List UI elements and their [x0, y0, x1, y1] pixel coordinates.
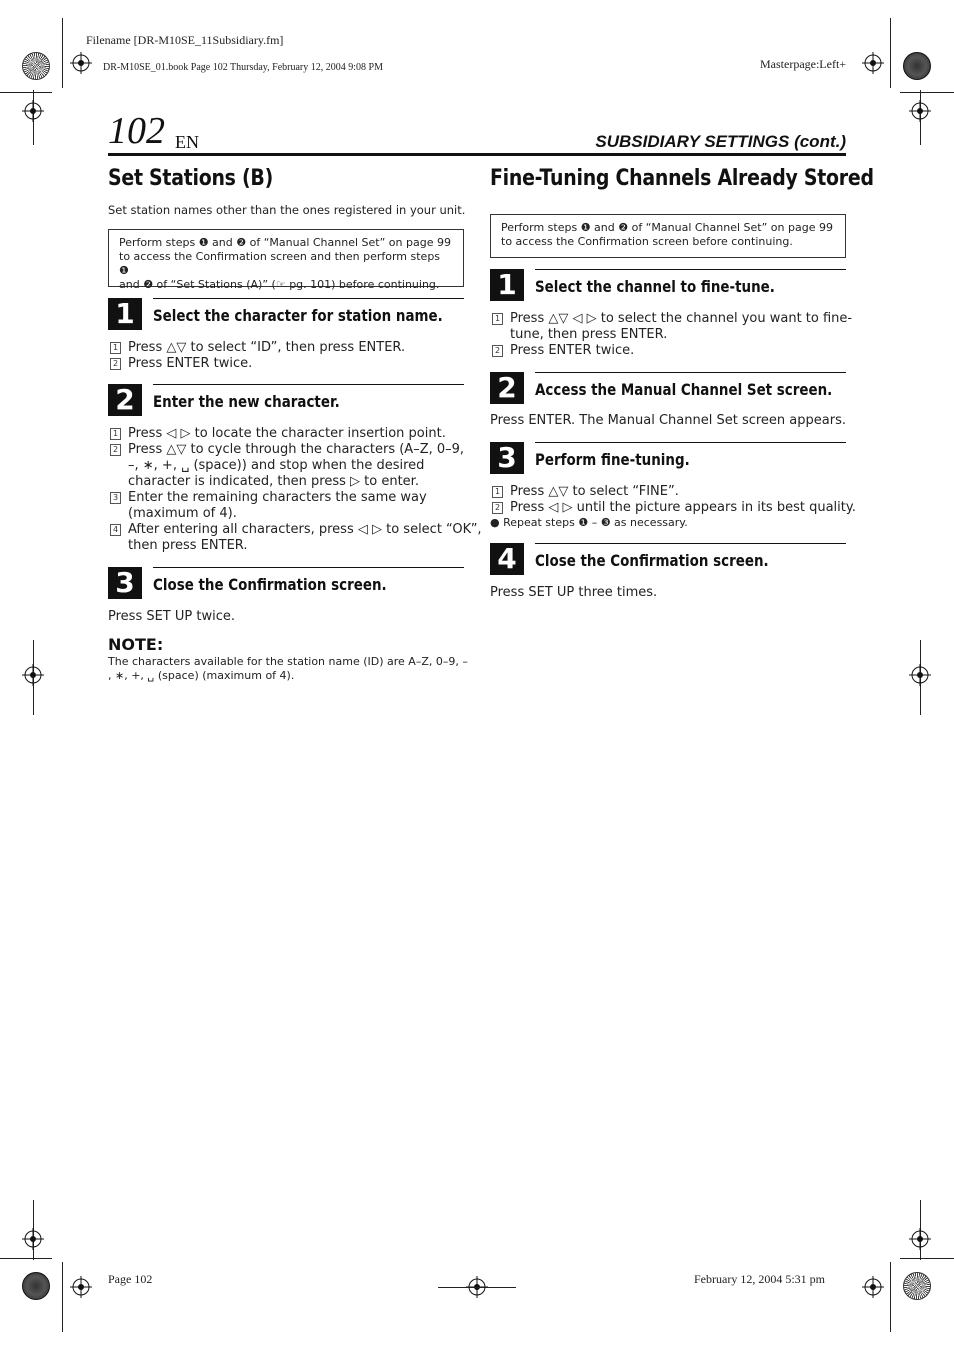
- filename-annotation: Filename [DR-M10SE_11Subsidiary.fm]: [86, 33, 284, 47]
- color-bar-rosette-icon: [903, 1272, 931, 1300]
- item-text: tune, then press ENTER.: [510, 327, 668, 342]
- color-bar-rosette-icon: [22, 52, 50, 80]
- trim-mark: [62, 18, 63, 88]
- step-rule: [535, 543, 846, 544]
- item-text: Press ◁ ▷ to locate the character insertion point.: [128, 426, 446, 441]
- step-number: 1: [490, 269, 524, 301]
- item-text: Press △▽ to select “ID”, then press ENTER.: [128, 340, 406, 355]
- book-annotation: DR-M10SE_01.book Page 102 Thursday, February 12, 2004 9:08 PM: [103, 62, 383, 73]
- step-rule: [535, 269, 846, 270]
- item-text: –, ∗, +, ␣ (space)) and stop when the desired: [128, 458, 425, 473]
- note-text: The characters available for the station name (ID) are A–Z, 0–9, –: [108, 655, 468, 668]
- step-rule: [153, 567, 464, 568]
- item-text: Press △▽ to select “FINE”.: [510, 484, 679, 499]
- step-number: 4: [490, 543, 524, 575]
- step-rule: [535, 372, 846, 373]
- item-text: Press ENTER twice.: [510, 343, 635, 358]
- note-title: NOTE:: [108, 635, 164, 654]
- step-title: Select the channel to fine-tune.: [535, 277, 775, 296]
- color-bar-rosette-icon: [903, 52, 931, 80]
- registration-mark-icon: [862, 52, 884, 74]
- box-line: and ❷ of “Set Stations (A)” (☞ pg. 101) before continuing.: [119, 278, 440, 291]
- registration-mark-icon: [22, 100, 44, 122]
- trim-mark: [62, 1262, 63, 1332]
- item-number: 2: [492, 502, 503, 514]
- right-heading: Fine-Tuning Channels Already Stored: [490, 166, 874, 191]
- step-title: Perform fine-tuning.: [535, 450, 690, 469]
- registration-mark-icon: [22, 664, 44, 686]
- item-number: 4: [110, 524, 121, 536]
- item-number: 2: [110, 444, 121, 456]
- item-number: 1: [110, 342, 121, 354]
- step-rule: [153, 384, 464, 385]
- step-number: 2: [108, 384, 142, 416]
- left-heading: Set Stations (B): [108, 166, 273, 191]
- registration-mark-icon: [909, 100, 931, 122]
- section-title: SUBSIDIARY SETTINGS (cont.): [595, 132, 846, 151]
- trim-mark: [0, 92, 52, 93]
- item-text: After entering all characters, press ◁ ▷ to select “OK”,: [128, 522, 482, 537]
- item-text: Press △▽ ◁ ▷ to select the channel you want to fine-: [510, 311, 853, 326]
- item-number: 3: [110, 492, 121, 504]
- box-line: Perform steps ❶ and ❷ of “Manual Channel Set” on page 99: [119, 236, 451, 249]
- step-number: 2: [490, 372, 524, 404]
- step-number: 1: [108, 298, 142, 330]
- item-number: 1: [110, 428, 121, 440]
- step-rule: [153, 298, 464, 299]
- item-number: 2: [492, 345, 503, 357]
- step-body: Press SET UP three times.: [490, 585, 658, 600]
- registration-mark-icon: [909, 664, 931, 686]
- step-title: Close the Confirmation screen.: [153, 575, 387, 594]
- item-text: (maximum of 4).: [128, 506, 237, 521]
- step-number: 3: [490, 442, 524, 474]
- masterpage-annotation: Masterpage:Left+: [760, 57, 847, 71]
- step-body: Press ENTER. The Manual Channel Set screen appears.: [490, 413, 846, 428]
- page-number: 102: [108, 110, 165, 152]
- header-rule: [108, 153, 846, 156]
- registration-mark-icon: [22, 1228, 44, 1250]
- trim-mark: [900, 1258, 954, 1259]
- item-text: Press △▽ to cycle through the characters (A–Z, 0–9,: [128, 442, 465, 457]
- registration-mark-icon: [70, 1276, 92, 1298]
- item-text: then press ENTER.: [128, 538, 248, 553]
- box-line: to access the Confirmation screen before continuing.: [501, 235, 793, 248]
- step-title: Select the character for station name.: [153, 306, 443, 325]
- right-prerequisite-box: [490, 214, 846, 258]
- step-body: Press SET UP twice.: [108, 609, 235, 624]
- item-number: 2: [110, 358, 121, 370]
- item-text: Press ENTER twice.: [128, 356, 253, 371]
- trim-mark: [900, 92, 954, 93]
- note-text: , ∗, +, ␣ (space) (maximum of 4).: [108, 669, 295, 682]
- item-text: Enter the remaining characters the same way: [128, 490, 427, 505]
- box-line: to access the Confirmation screen and then perform steps ❶: [119, 250, 441, 277]
- step-title: Enter the new character.: [153, 392, 340, 411]
- step-title: Close the Confirmation screen.: [535, 551, 769, 570]
- registration-mark-icon: [862, 1276, 884, 1298]
- registration-mark-icon: [909, 1228, 931, 1250]
- bullet-text: ● Repeat steps ❶ – ❸ as necessary.: [490, 516, 688, 529]
- left-prerequisite-box: [108, 229, 464, 291]
- item-text: character is indicated, then press ▷ to enter.: [128, 474, 419, 489]
- page-language: EN: [175, 132, 199, 152]
- item-number: 1: [492, 313, 503, 325]
- left-intro: Set station names other than the ones registered in your unit.: [108, 203, 466, 217]
- item-text: Press ◁ ▷ until the picture appears in its best quality.: [510, 500, 856, 515]
- step-number: 3: [108, 567, 142, 599]
- trim-mark: [0, 1258, 52, 1259]
- step-title: Access the Manual Channel Set screen.: [535, 380, 833, 399]
- step-rule: [535, 442, 846, 443]
- box-line: Perform steps ❶ and ❷ of “Manual Channel Set” on page 99: [501, 221, 833, 234]
- trim-mark: [890, 18, 891, 88]
- footer-page: Page 102: [108, 1272, 153, 1286]
- registration-mark-icon: [70, 52, 92, 74]
- item-number: 1: [492, 486, 503, 498]
- trim-mark: [890, 1262, 891, 1332]
- color-bar-rosette-icon: [22, 1272, 50, 1300]
- trim-mark: [438, 1287, 516, 1288]
- footer-date: February 12, 2004 5:31 pm: [694, 1272, 825, 1286]
